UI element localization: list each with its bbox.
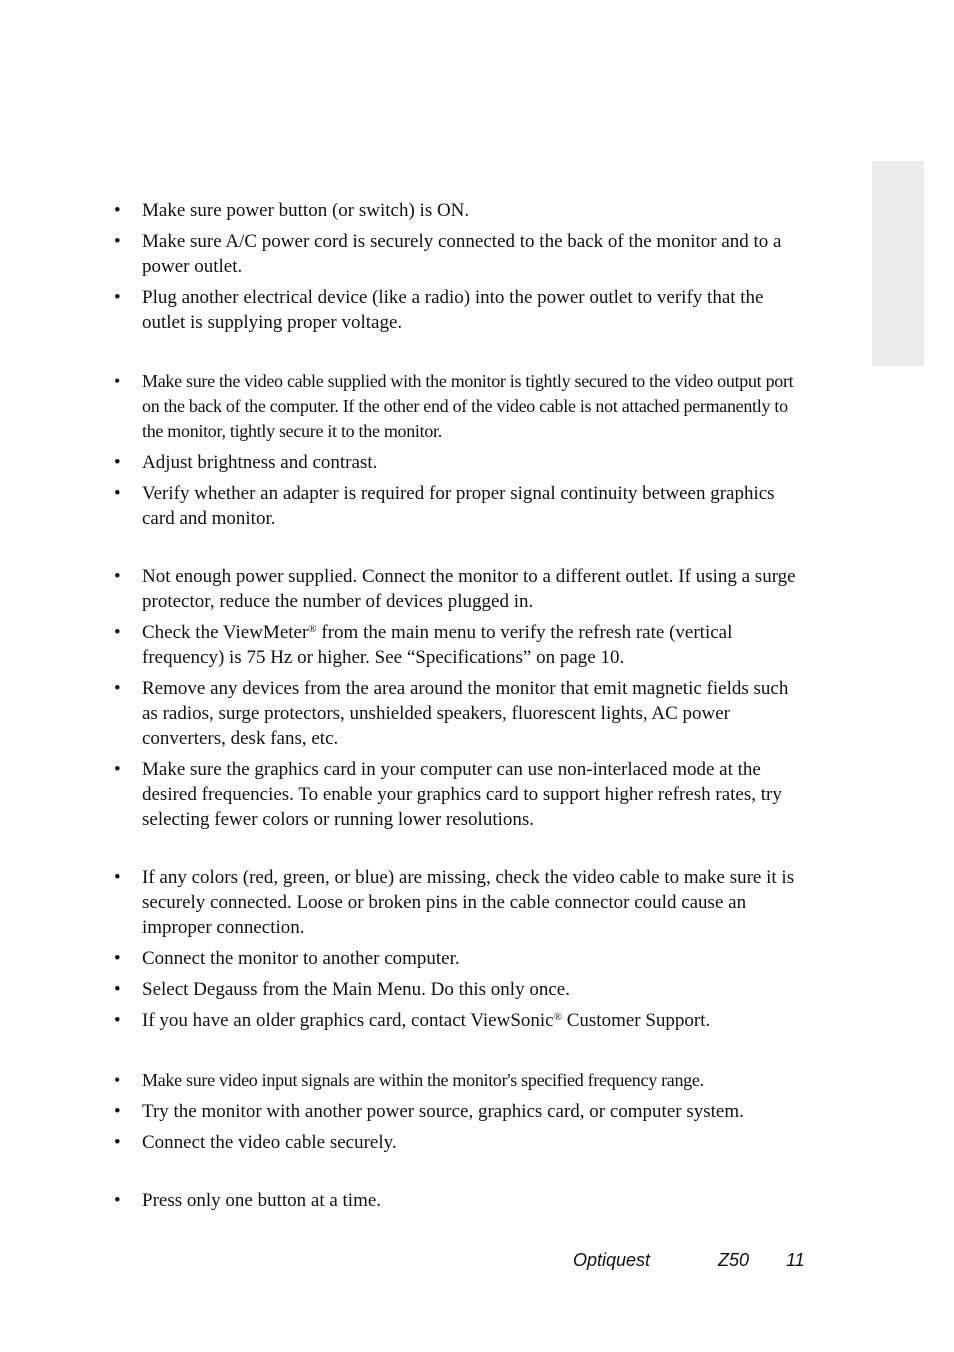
bullet-marker: •: [114, 231, 121, 252]
list-item: • Verify whether an adapter is required for proper signal continuity between graphics card and monitor.: [114, 483, 775, 529]
bullet-group-signal: [0, 1068, 954, 1161]
bullet-marker: •: [114, 1190, 121, 1211]
footer-brand: Optiquest: [573, 1250, 651, 1270]
bullet-marker: •: [114, 483, 121, 504]
bullet-marker: •: [114, 1101, 121, 1122]
bullet-marker: •: [114, 678, 121, 699]
list-item: • Remove any devices from the area around the monitor that emit magnetic fields such as radios, surge protectors, unshielded speakers, fluorescent lights, AC power converters, desk fans, etc.: [114, 678, 789, 749]
bullet-marker: •: [114, 566, 121, 587]
bullet-marker: •: [114, 1010, 121, 1031]
page-number: 11: [786, 1250, 805, 1270]
list-item: • Connect the video cable securely.: [114, 1132, 397, 1153]
list-item: • Make sure video input signals are within the monitor's specified frequency range.: [0, 1068, 807, 1093]
list-item: • If any colors (red, green, or blue) are missing, check the video cable to make sure it is securely connected. Loose or broken pins in the cable connector could cause an improper connection.: [114, 867, 795, 938]
bullet-marker: •: [114, 371, 121, 391]
list-item: • Make sure the video cable supplied with the monitor is tightly secured to the video output port on the back of the computer. If the other end of the video cable is not attached permanently to the monitor, tightly secure it to the monitor.: [114, 371, 794, 441]
bullet-marker: •: [114, 759, 121, 780]
list-item: • Not enough power supplied. Connect the monitor to a different outlet. If using a surge protector, reduce the number of devices plugged in.: [114, 566, 796, 612]
bullet-marker: •: [114, 200, 121, 221]
bullet-marker: •: [114, 622, 121, 643]
list-item: • Check the ViewMeter® from the main menu to verify the refresh rate (vertical frequency) is 75 Hz or higher. See “Specifications” on page 10.: [114, 622, 733, 668]
list-item: • Press only one button at a time.: [114, 1190, 382, 1211]
bullet-marker: •: [114, 867, 121, 888]
list-item: • Make sure A/C power cord is securely connected to the back of the monitor and to a power outlet.: [114, 231, 782, 277]
page-footer: [0, 1247, 954, 1273]
bullet-marker: •: [114, 1070, 121, 1090]
bullet-group-video-cable: [0, 369, 954, 537]
bullet-marker: •: [114, 1132, 121, 1153]
list-item: • Adjust brightness and contrast.: [114, 452, 378, 473]
list-item: • Make sure the graphics card in your computer can use non-interlaced mode at the desired frequencies. To enable your graphics card to support higher refresh rates, try selecting fewer colors or running lower resolutions.: [114, 759, 782, 830]
list-item: • Select Degauss from the Main Menu. Do this only once.: [114, 979, 570, 1000]
list-item: • Make sure power button (or switch) is ON.: [114, 200, 470, 221]
list-item: • Plug another electrical device (like a radio) into the power outlet to verify that the outlet is supplying proper voltage.: [114, 287, 764, 333]
bullet-marker: •: [114, 452, 121, 473]
bullet-group-power: [0, 198, 954, 341]
bullet-group-buttons: [0, 1188, 954, 1219]
footer-model: Z50: [718, 1250, 750, 1270]
list-item: • If you have an older graphics card, contact ViewSonic® Customer Support.: [114, 1010, 711, 1031]
list-item: • Try the monitor with another power source, graphics card, or computer system.: [114, 1101, 744, 1122]
bullet-marker: •: [114, 948, 121, 969]
bullet-group-colors: [0, 865, 954, 1039]
bullet-marker: •: [114, 979, 121, 1000]
list-item: • Connect the monitor to another computer.: [114, 948, 460, 969]
bullet-group-flicker: [0, 564, 954, 838]
bullet-marker: •: [114, 287, 121, 308]
